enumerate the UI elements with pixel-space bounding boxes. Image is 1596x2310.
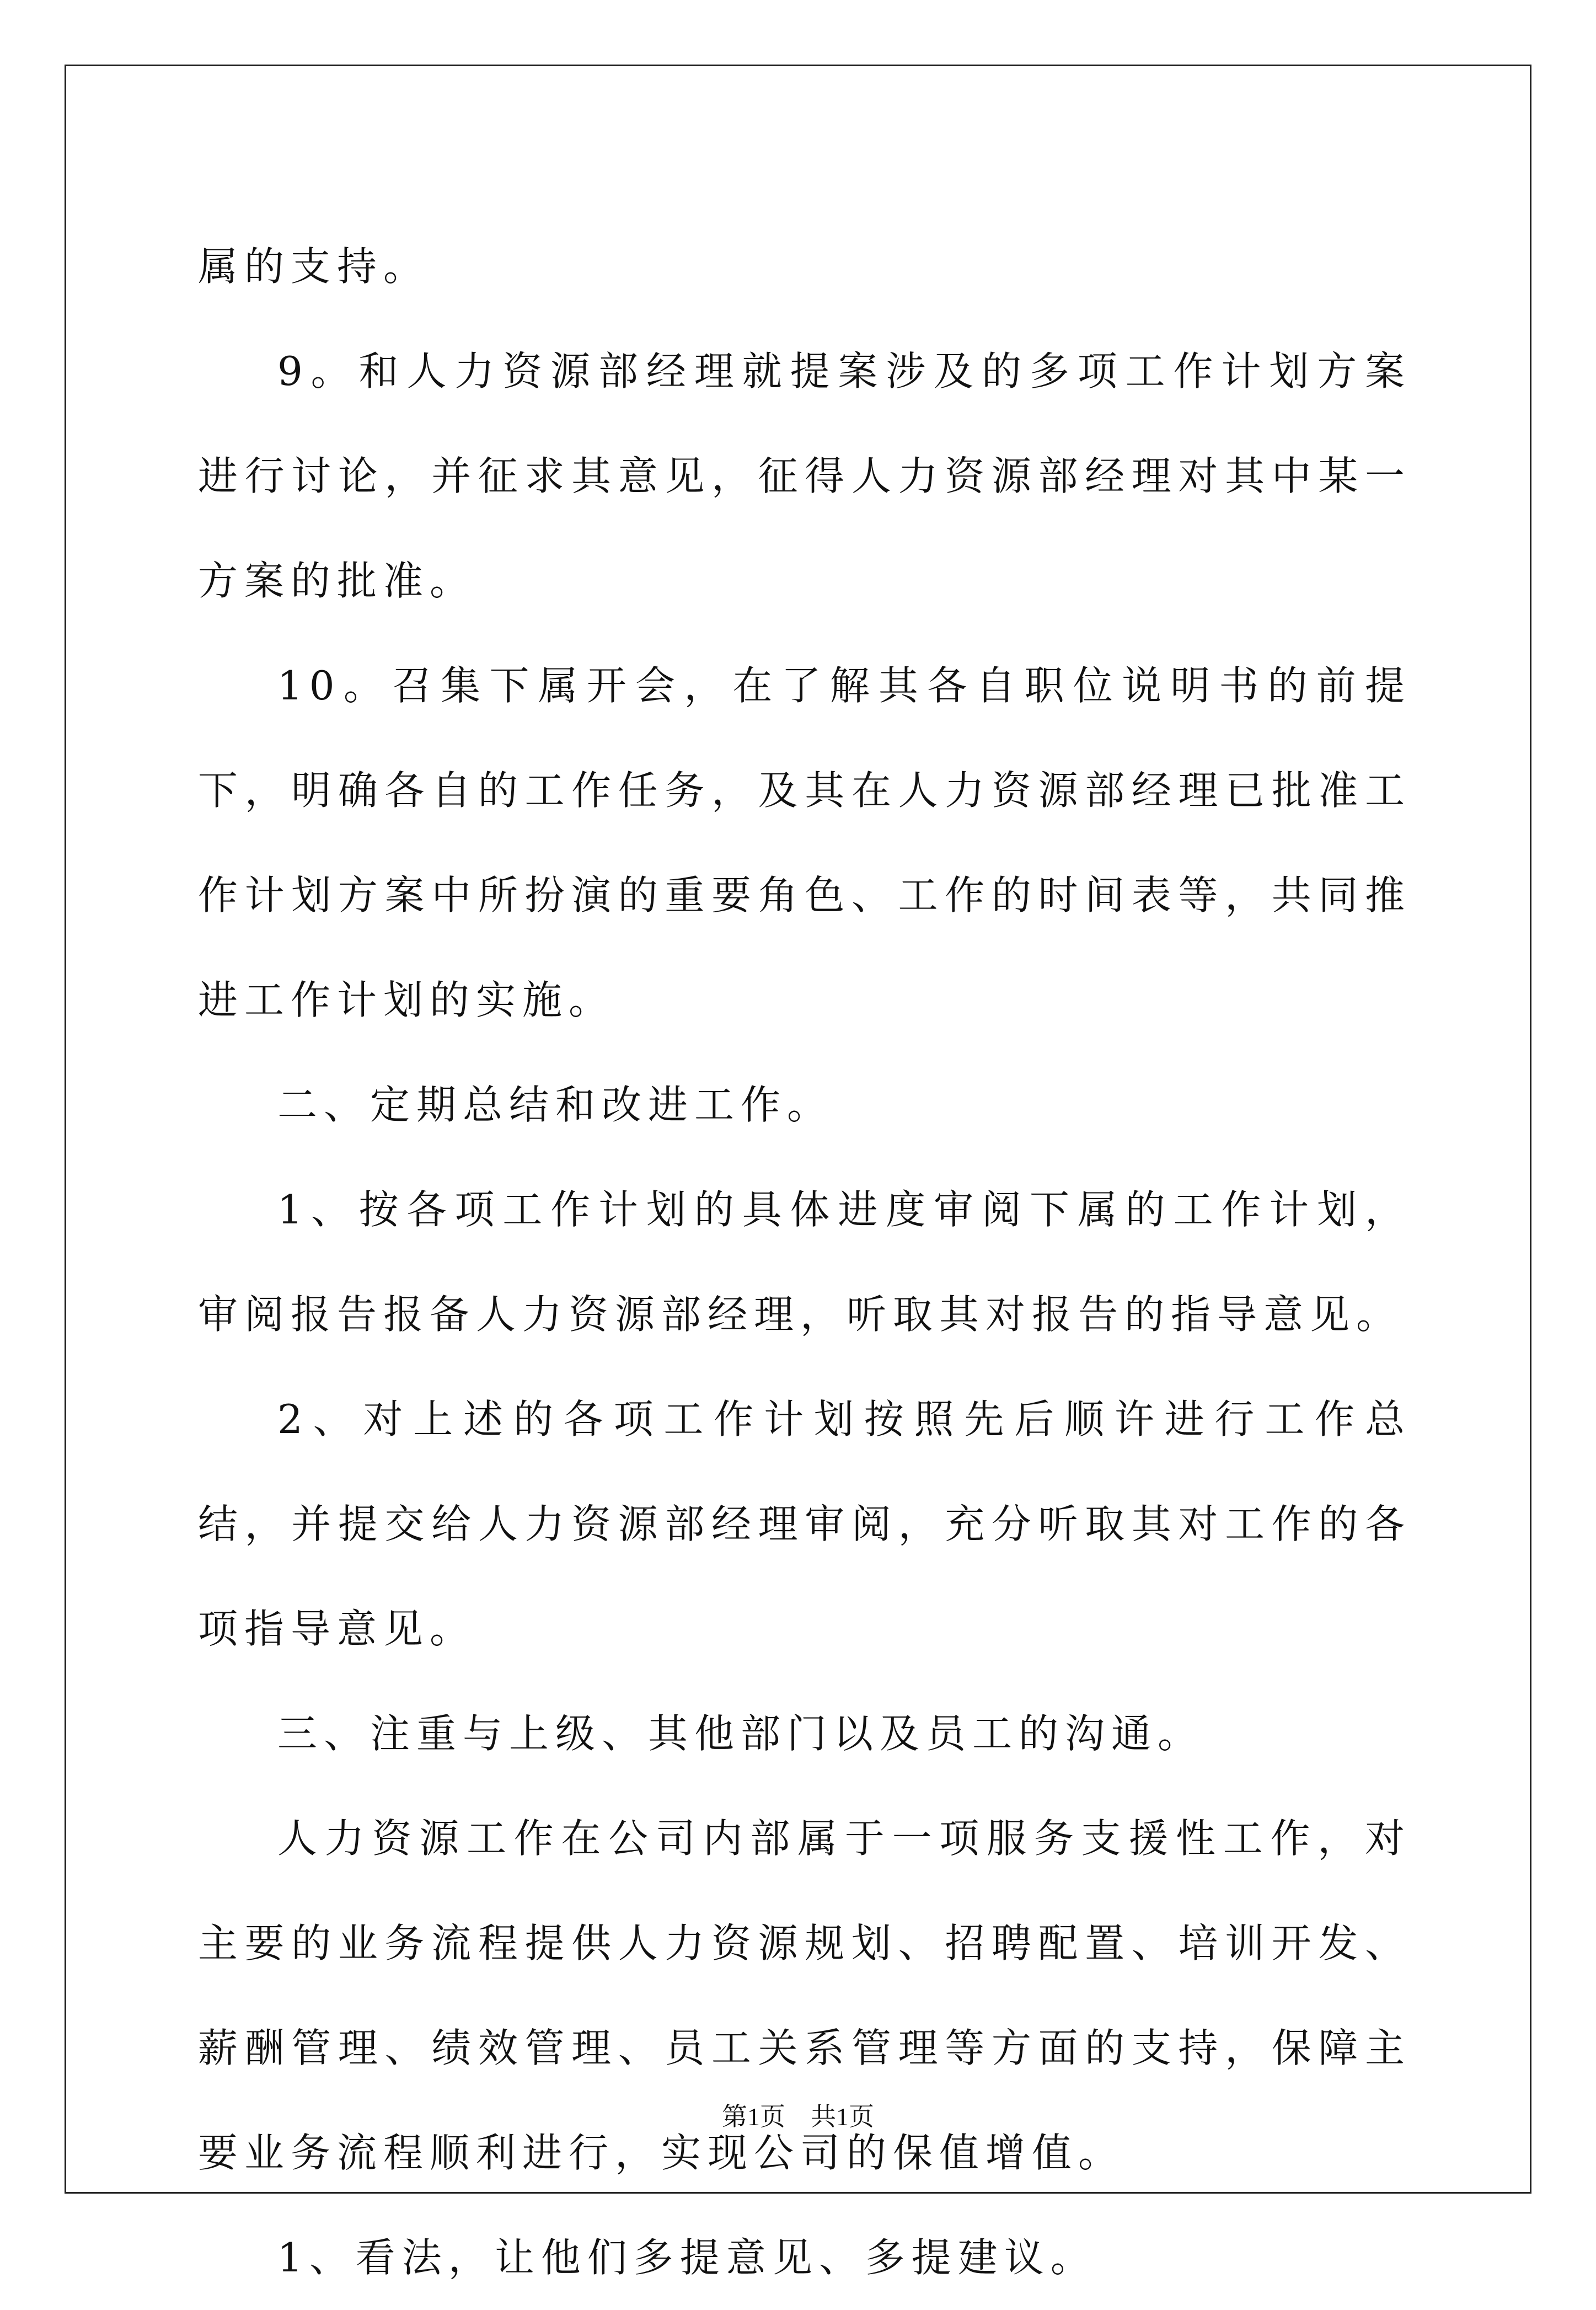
page-number-total: 共1页 [811,2103,874,2131]
page-footer [0,2100,1596,2133]
section-heading-2: 二、定期总结和改进工作。 [277,1082,834,1128]
paragraph-3: 10。召集下属开会，在了解其各自职位说明书的前提下，明确各自的工作任务，及其在人力资源部经理已批准工作计划方案中所扮演的重要角色、工作的时间表等，共同推进工作计划的实施。 [198,662,1411,1023]
paragraph-5: 2、对上述的各项工作计划按照先后顺许进行工作总结，并提交给人力资源部经理审阅，充分听取其对工作的各项指导意见。 [198,1396,1411,1652]
paragraph-4: 1、按各项工作计划的具体进度审阅下属的工作计划，审阅报告报备人力资源部经理，听取其对报告的指导意见。 [198,1186,1411,1338]
section-heading-3: 三、注重与上级、其他部门以及员工的沟通。 [277,1710,1204,1757]
page-number-current: 第1页 [722,2103,785,2131]
document-body [198,214,1411,2310]
paragraph-1: 属的支持。 [198,243,430,290]
paragraph-2: 9。和人力资源部经理就提案涉及的多项工作计划方案进行讨论，并征求其意见，征得人力资源部经理对其中某一方案的批准。 [198,348,1411,604]
paragraph-7: 1、看法，让他们多提意见、多提建议。 [277,2234,1097,2281]
paragraph-6: 人力资源工作在公司内部属于一项服务支援性工作，对主要的业务流程提供人力资源规划、招聘配置、培训开发、薪酬管理、绩效管理、员工关系管理等方面的支持，保障主要业务流程顺利进行，实现公司的保值增值。 [198,1815,1411,2176]
